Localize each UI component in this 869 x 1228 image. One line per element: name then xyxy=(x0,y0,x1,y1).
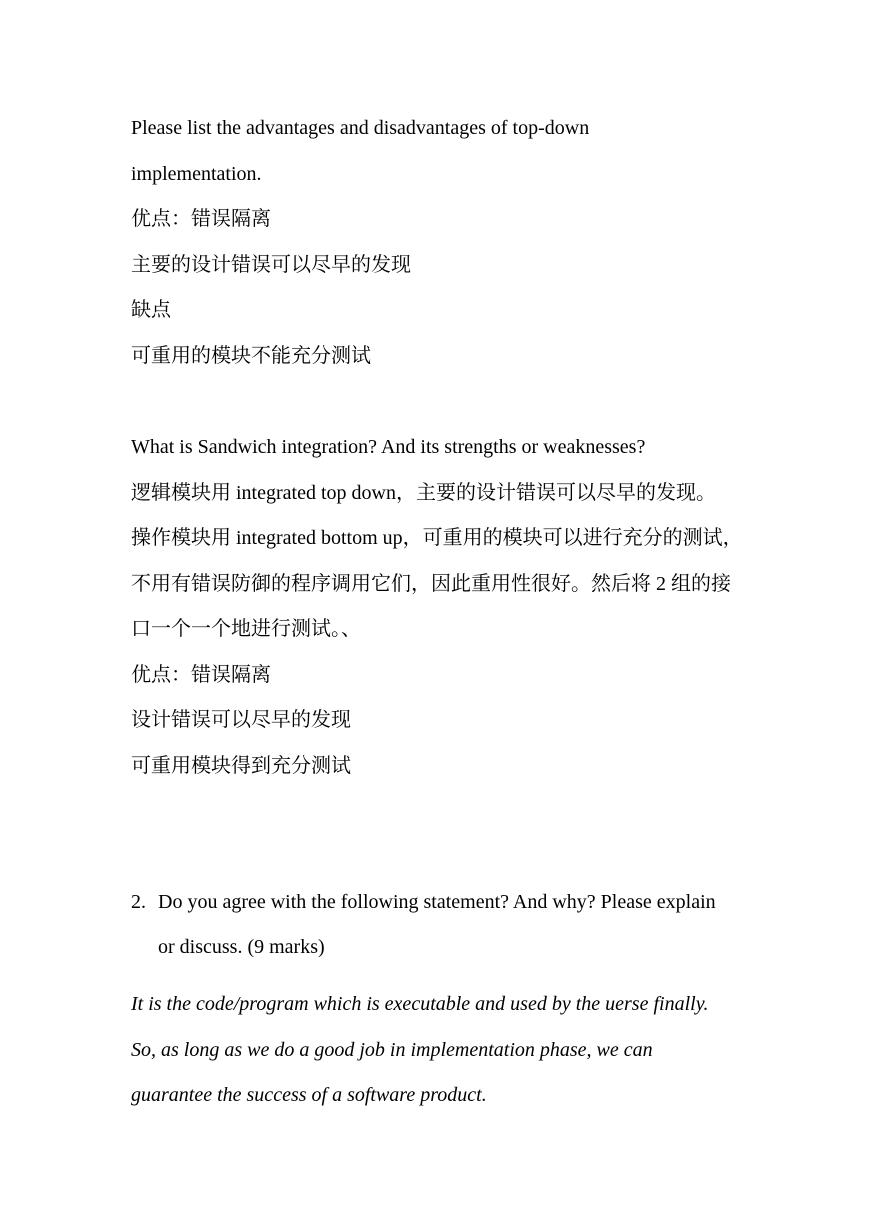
answer-line: 可重用的模块不能充分测试 xyxy=(131,345,371,367)
answer-line: 主要的设计错误可以尽早的发现 xyxy=(131,254,411,276)
statement-line: So, as long as we do a good job in implementation phase, we can xyxy=(131,1039,653,1061)
statement-line: It is the code/program which is executable and used by the uerse finally. xyxy=(131,993,709,1015)
question-text: What is Sandwich integration? And its strengths or weaknesses? xyxy=(131,436,646,458)
answer-line: 可重用模块得到充分测试 xyxy=(131,755,351,777)
answer-line: 设计错误可以尽早的发现 xyxy=(131,709,351,731)
question-text: or discuss. (9 marks) xyxy=(158,936,325,958)
answer-line: 优点：错误隔离 xyxy=(131,208,271,230)
answer-line: 逻辑模块用 integrated top down，主要的设计错误可以尽早的发现。 xyxy=(131,482,716,504)
answer-line: 口一个一个地进行测试。、 xyxy=(131,618,361,640)
question-text: Please list the advantages and disadvantages of top-down xyxy=(131,117,590,139)
question-number: 2. xyxy=(131,891,146,913)
statement-line: guarantee the success of a software product. xyxy=(131,1084,487,1106)
answer-line: 缺点 xyxy=(131,299,171,321)
answer-line: 优点：错误隔离 xyxy=(131,664,271,686)
answer-line: 操作模块用 integrated bottom up，可重用的模块可以进行充分的测试， xyxy=(131,527,743,549)
question-text: implementation. xyxy=(131,163,262,185)
question-text: Do you agree with the following statement? And why? Please explain xyxy=(158,891,716,913)
answer-line: 不用有错误防御的程序调用它们，因此重用性很好。然后将 2 组的接 xyxy=(131,573,731,595)
